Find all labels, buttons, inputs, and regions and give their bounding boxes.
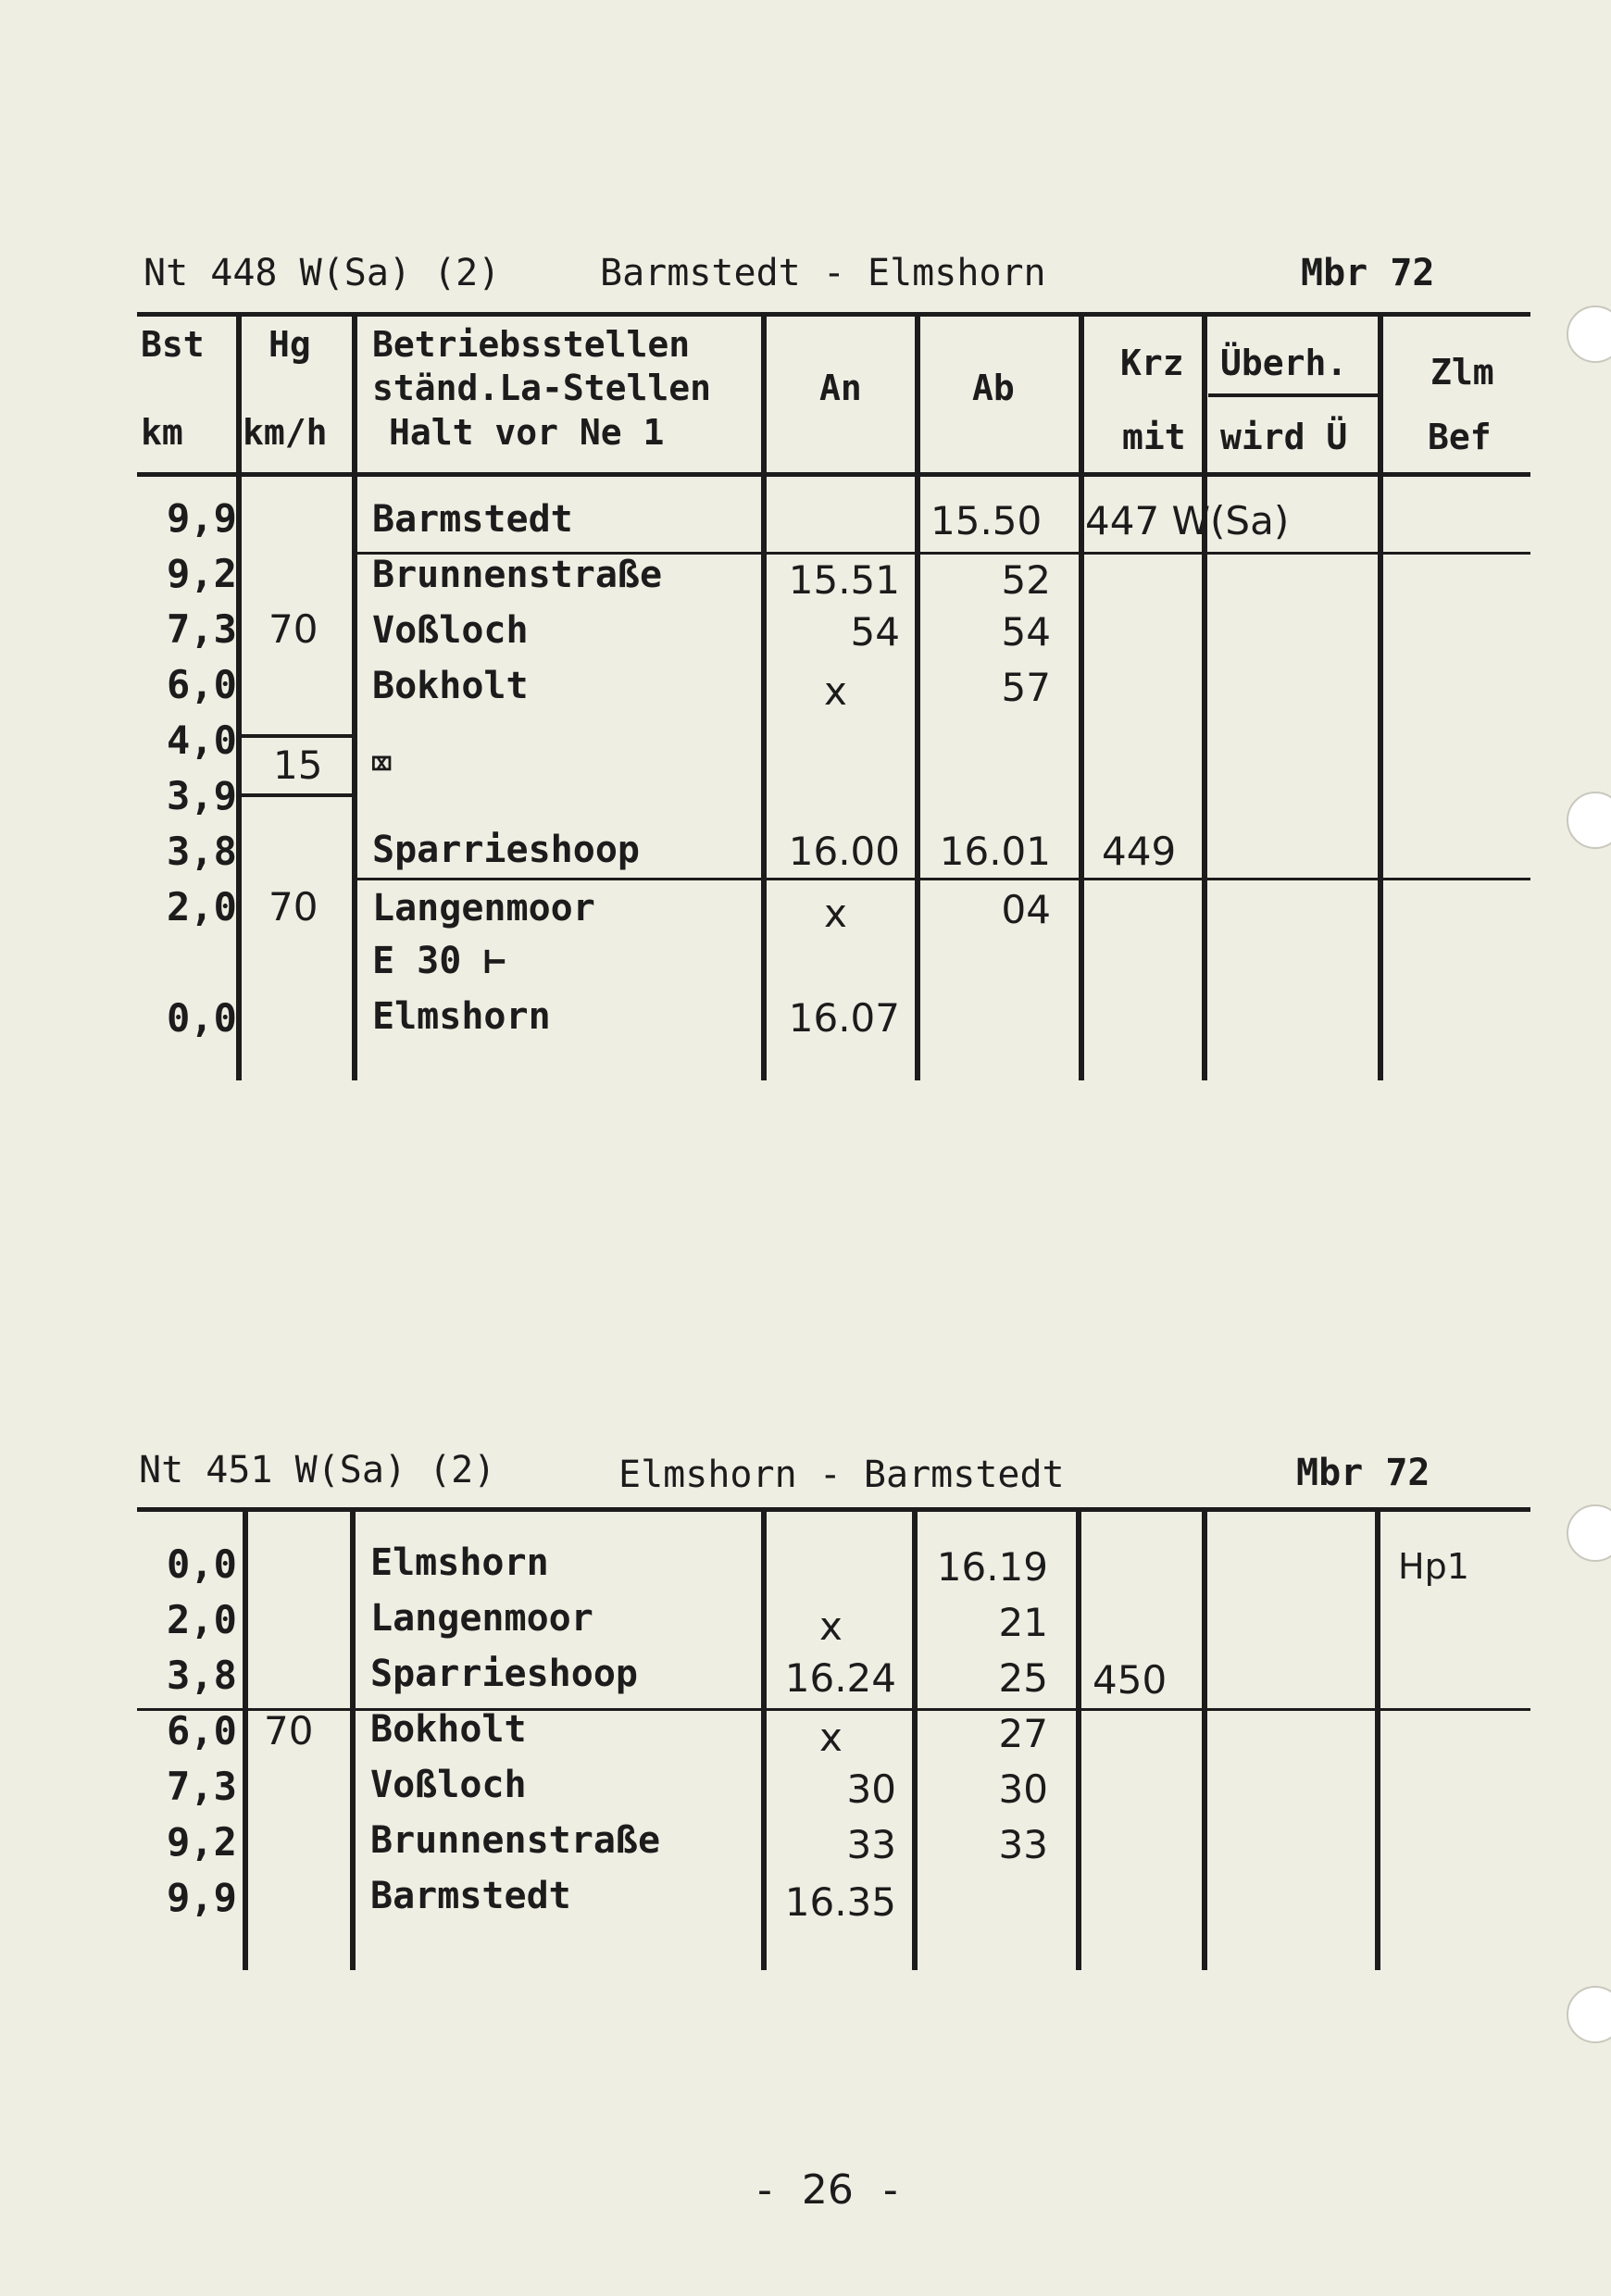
km-value: 3,8 <box>167 1653 237 1698</box>
signal-note: E 30 ⊢ <box>372 940 506 982</box>
arrival-time: 16.07 <box>788 995 900 1041</box>
arrival-time: 30 <box>846 1766 896 1812</box>
station-name: Langenmoor <box>370 1597 593 1640</box>
departure-time: 16.19 <box>936 1544 1048 1590</box>
departure-time: 30 <box>998 1766 1048 1812</box>
row-divider-sparrieshoop <box>137 1708 1530 1711</box>
station-name: Langenmoor <box>372 887 595 930</box>
speed-box-bottom <box>236 793 356 797</box>
km-value: 7,3 <box>167 1764 237 1809</box>
row-divider-sparrieshoop <box>356 878 1530 880</box>
speed-limit: 70 <box>268 606 318 652</box>
header-km: km <box>141 412 183 453</box>
col-sep-2 <box>352 312 357 1080</box>
station-name: Brunnenstraße <box>372 554 663 596</box>
header-hg: Hg <box>268 324 311 365</box>
col-sep-4 <box>912 1507 918 1970</box>
punch-hole-1 <box>1567 306 1611 363</box>
departure-time: 04 <box>1001 887 1051 932</box>
col-sep-2 <box>350 1507 356 1970</box>
col-sep-7 <box>1378 312 1383 1080</box>
departure-time: 57 <box>1001 665 1051 710</box>
header-bef: Bef <box>1428 417 1492 457</box>
table-top-rule <box>137 1507 1530 1512</box>
station-name: Elmshorn <box>370 1541 549 1584</box>
header-bst: Bst <box>141 324 205 365</box>
station-name: Bokholt <box>370 1708 527 1751</box>
level-crossing-symbol: ⌧ <box>370 742 393 785</box>
arrival-time: x <box>819 1715 843 1760</box>
departure-time: 54 <box>1001 609 1051 655</box>
station-name: Bokholt <box>372 665 529 707</box>
header-an: An <box>819 368 862 408</box>
arrival-time: 15.51 <box>788 557 900 603</box>
header-betrieb-2: ständ.La-Stellen <box>372 368 712 408</box>
departure-time: 21 <box>998 1600 1048 1645</box>
route: Barmstedt - Elmshorn <box>600 252 1046 294</box>
col-sep-7 <box>1375 1507 1380 1970</box>
arrival-time: x <box>824 668 847 714</box>
col-sep-5 <box>1079 312 1084 1080</box>
km-value: 9,2 <box>167 1819 237 1865</box>
departure-time: 52 <box>1001 557 1051 603</box>
km-value: 7,3 <box>167 606 237 652</box>
page-number: - 26 - <box>757 2166 898 2214</box>
km-value: 6,0 <box>167 662 237 707</box>
speed-box-top <box>236 734 356 738</box>
station-name: Sparrieshoop <box>372 829 640 871</box>
header-wird: wird Ü <box>1220 417 1348 457</box>
header-bottom-rule <box>137 472 1530 477</box>
speed-limit: 15 <box>273 742 323 788</box>
km-value: 9,2 <box>167 551 237 596</box>
station-name: Voßloch <box>370 1764 527 1806</box>
km-value: 3,9 <box>167 773 237 818</box>
departure-time: 33 <box>998 1822 1048 1867</box>
header-zlm: Zlm <box>1430 352 1494 393</box>
train-dispatch-signal: Hp1 <box>1398 1546 1469 1587</box>
speed-limit: 70 <box>268 884 318 930</box>
station-name: Voßloch <box>372 609 529 652</box>
header-top-rule <box>137 312 1530 317</box>
punch-hole-4 <box>1567 1986 1611 2043</box>
station-name: Elmshorn <box>372 995 551 1038</box>
arrival-time: 16.35 <box>784 1879 896 1925</box>
header-kmh: km/h <box>243 412 328 453</box>
arrival-time: x <box>824 891 847 936</box>
route: Elmshorn - Barmstedt <box>618 1454 1065 1496</box>
crossing-train: 447 W(Sa) <box>1085 498 1290 543</box>
col-sep-6 <box>1202 1507 1207 1970</box>
km-value: 0,0 <box>167 1541 237 1587</box>
header-mit: mit <box>1122 417 1186 457</box>
arrival-time: 16.00 <box>788 829 900 874</box>
departure-time: 15.50 <box>930 498 1043 543</box>
station-name: Sparrieshoop <box>370 1653 638 1695</box>
header-krz: Krz <box>1120 343 1184 383</box>
departure-time: 16.01 <box>939 829 1051 874</box>
crossing-train: 449 <box>1102 829 1177 874</box>
header-ueberh: Überh. <box>1220 343 1348 383</box>
header-betrieb-1: Betriebsstellen <box>372 324 691 365</box>
departure-time: 25 <box>998 1655 1048 1701</box>
col-sep-1 <box>243 1507 248 1970</box>
train-title: Nt 448 W(Sa) (2) <box>144 252 501 294</box>
station-name: Brunnenstraße <box>370 1819 661 1862</box>
header-ab: Ab <box>972 368 1015 408</box>
col-sep-6 <box>1202 312 1207 1080</box>
arrival-time: 33 <box>846 1822 896 1867</box>
arrival-time: 16.24 <box>784 1655 896 1701</box>
km-value: 4,0 <box>167 718 237 763</box>
crossing-train: 450 <box>1093 1657 1168 1703</box>
km-value: 3,8 <box>167 829 237 874</box>
departure-time: 27 <box>998 1711 1048 1756</box>
station-name: Barmstedt <box>372 498 573 541</box>
punch-hole-2 <box>1567 792 1611 849</box>
arrival-time: 54 <box>850 609 900 655</box>
punch-hole-3 <box>1567 1504 1611 1562</box>
station-name: Barmstedt <box>370 1875 571 1917</box>
brake-percentage: Mbr 72 <box>1301 252 1435 294</box>
col-sep-1 <box>236 312 242 1080</box>
header-betrieb-3: Halt vor Ne 1 <box>389 412 665 453</box>
brake-percentage: Mbr 72 <box>1296 1452 1430 1494</box>
col-sep-5 <box>1076 1507 1081 1970</box>
km-value: 0,0 <box>167 995 237 1041</box>
ueberh-divider <box>1208 393 1380 397</box>
col-sep-3 <box>761 312 767 1080</box>
km-value: 2,0 <box>167 1597 237 1642</box>
train-title: Nt 451 W(Sa) (2) <box>139 1449 496 1491</box>
km-value: 2,0 <box>167 884 237 930</box>
speed-limit: 70 <box>264 1708 314 1753</box>
km-value: 9,9 <box>167 1875 237 1920</box>
km-value: 6,0 <box>167 1708 237 1753</box>
km-value: 9,9 <box>167 495 237 541</box>
col-sep-4 <box>915 312 920 1080</box>
arrival-time: x <box>819 1603 843 1649</box>
